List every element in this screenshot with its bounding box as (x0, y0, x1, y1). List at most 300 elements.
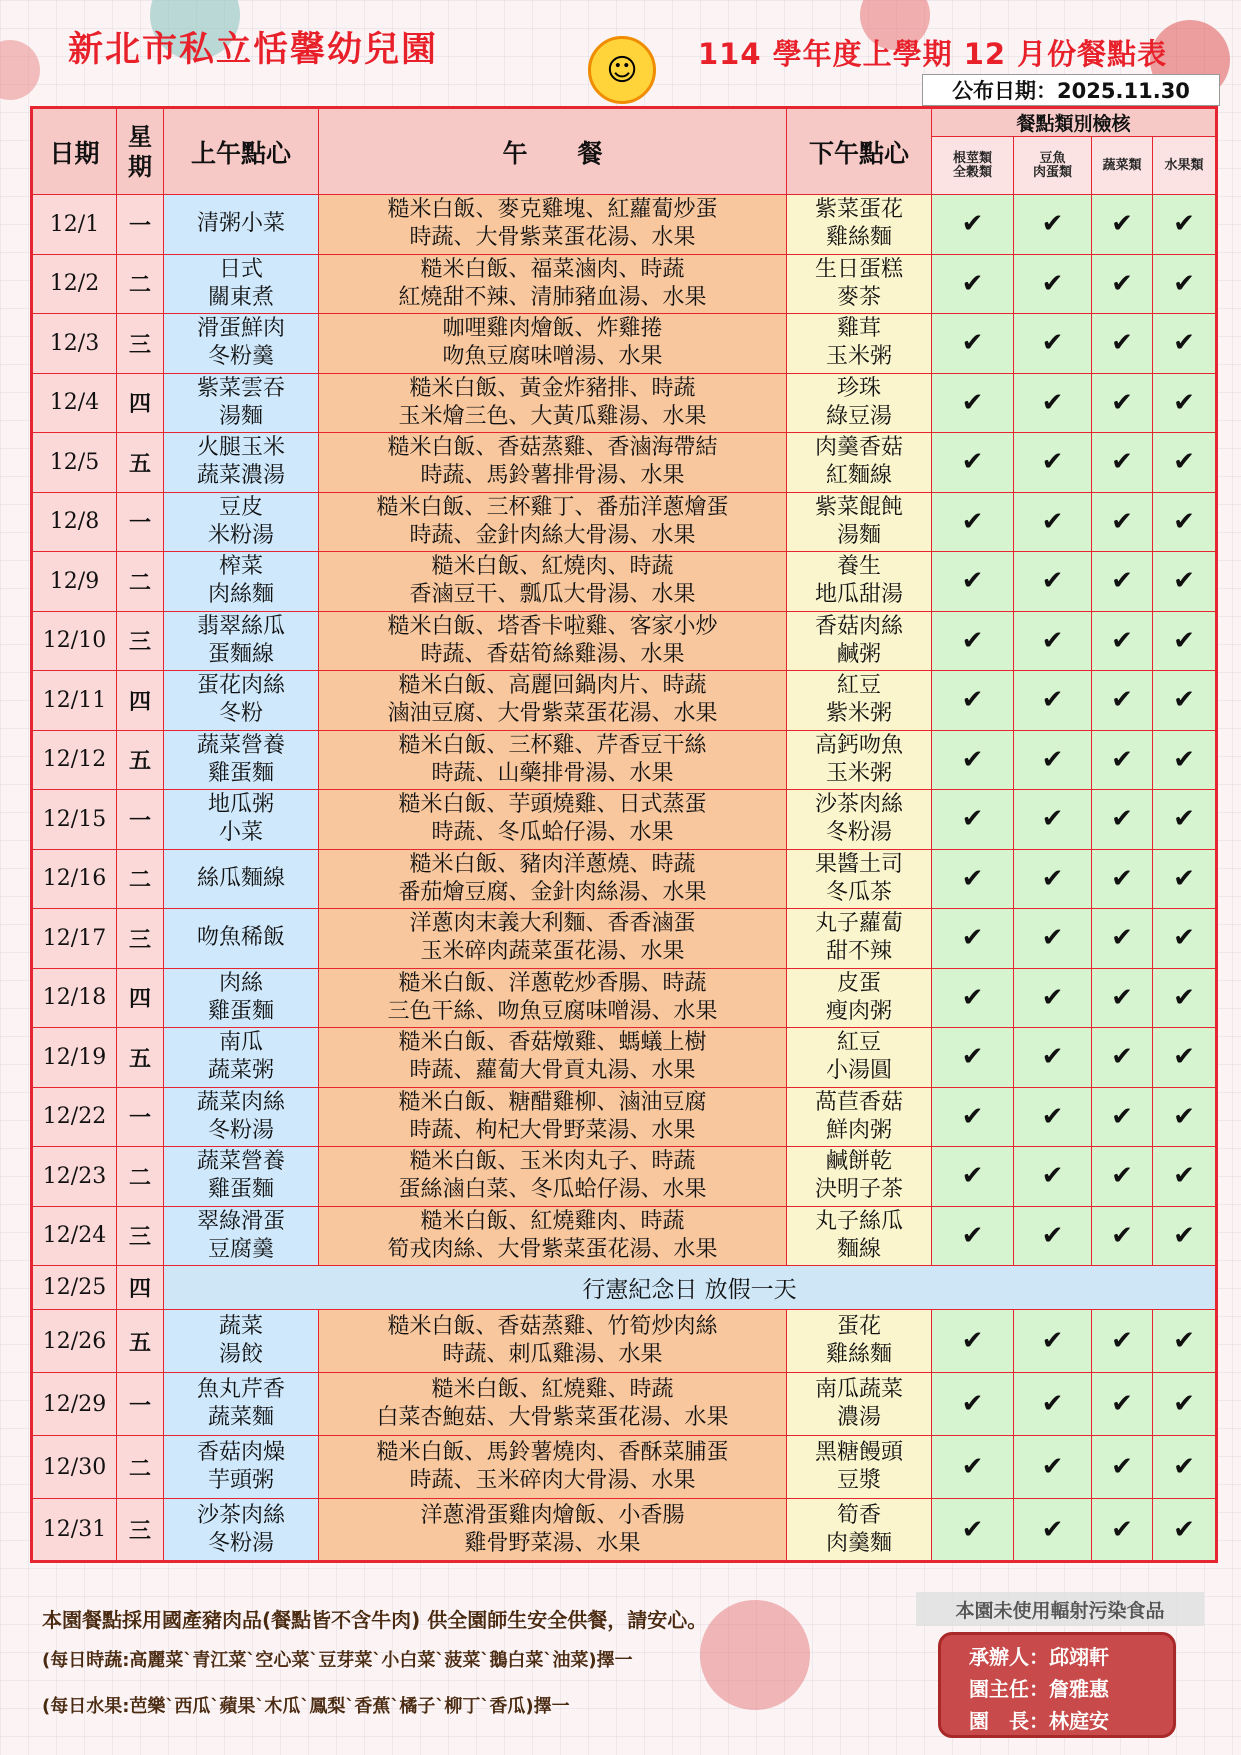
date-cell: 12/16 (32, 849, 117, 909)
weekday-cell: 三 (117, 1499, 164, 1562)
header-category-line: 肉蛋類 (1032, 164, 1072, 180)
table-row (32, 611, 1217, 671)
lunch-cell (319, 195, 787, 255)
lunch-cell (319, 1436, 787, 1499)
date-cell: 12/3 (32, 314, 117, 374)
staff-principal: 園 長：林庭安 (969, 1709, 1109, 1733)
lunch-line: 糙米白飯、塔香卡啦雞、客家小炒 (387, 613, 718, 639)
check-mark-icon: ✔ (1092, 433, 1153, 493)
lunch-line: 糙米白飯、黃金炸豬排、時蔬 (409, 375, 696, 401)
check-mark-icon: ✔ (932, 1373, 1014, 1436)
afternoon-snack-line: 決明子茶 (814, 1177, 903, 1203)
menu-title: 114 學年度上學期 12 月份餐點表 (698, 37, 1168, 71)
date-cell: 12/19 (32, 1028, 117, 1088)
lunch-cell (319, 611, 787, 671)
holiday-cell: 行憲紀念日 放假一天 (164, 1266, 1217, 1310)
morning-snack-line: 蛋麵線 (207, 641, 274, 667)
afternoon-snack-line: 丸子絲瓜 (814, 1208, 903, 1234)
check-mark-icon: ✔ (932, 492, 1014, 552)
lunch-line: 紅燒甜不辣、清肺豬血湯、水果 (398, 284, 707, 310)
afternoon-snack-line: 萵苣香菇 (814, 1089, 903, 1115)
afternoon-snack-line: 紫菜餛飩 (814, 494, 903, 520)
lunch-line: 時蔬、大骨紫菜蛋花湯、水果 (409, 225, 696, 251)
morning-snack-cell (164, 314, 319, 374)
weekday-cell: 二 (117, 552, 164, 612)
check-mark-icon: ✔ (1153, 1028, 1217, 1088)
lunch-line: 糙米白飯、紅燒肉、時蔬 (431, 554, 674, 580)
afternoon-snack-line: 蛋花 (836, 1314, 881, 1339)
weekday-cell: 三 (117, 1206, 164, 1266)
lunch-cell (319, 730, 787, 790)
morning-snack-cell (164, 1436, 319, 1499)
check-mark-icon: ✔ (1014, 1087, 1092, 1147)
header-category-line: 根莖類 (952, 150, 992, 166)
morning-snack-line: 蔬菜麵 (207, 1405, 274, 1430)
morning-snack-line: 豆腐羹 (207, 1236, 274, 1262)
check-mark-icon: ✔ (932, 373, 1014, 433)
ornament-ball-decoration (700, 1600, 810, 1710)
afternoon-snack-line: 綠豆湯 (825, 403, 892, 429)
header-category-line: 水果類 (1164, 157, 1204, 173)
header-category-2 (1092, 137, 1153, 195)
check-mark-icon: ✔ (1153, 1147, 1217, 1207)
lunch-line: 糙米白飯、麥克雞塊、紅蘿蔔炒蛋 (387, 197, 718, 223)
check-mark-icon: ✔ (1153, 1206, 1217, 1266)
check-mark-icon: ✔ (932, 1436, 1014, 1499)
afternoon-snack-line: 冬瓜茶 (825, 879, 892, 905)
morning-snack-cell (164, 1499, 319, 1562)
lunch-line: 蛋絲滷白菜、冬瓜蛤仔湯、水果 (398, 1177, 707, 1203)
weekday-cell: 二 (117, 1147, 164, 1207)
check-mark-icon: ✔ (1014, 909, 1092, 969)
header-weekday: 星期 (117, 108, 164, 195)
lunch-line: 滷油豆腐、大骨紫菜蛋花湯、水果 (387, 701, 718, 727)
lunch-cell (319, 1147, 787, 1207)
morning-snack-line: 湯餃 (218, 1342, 263, 1367)
afternoon-snack-line: 雞絲麵 (825, 1342, 892, 1367)
lunch-line: 雞骨野菜湯、水果 (464, 1530, 641, 1556)
table-row (32, 373, 1217, 433)
table-row (32, 849, 1217, 909)
morning-snack-line: 蔬菜粥 (207, 1058, 274, 1084)
afternoon-snack-line: 高鈣吻魚 (814, 732, 903, 758)
table-row (32, 730, 1217, 790)
afternoon-snack-cell (787, 849, 932, 909)
check-mark-icon: ✔ (1014, 849, 1092, 909)
check-mark-icon: ✔ (1092, 1499, 1153, 1562)
check-mark-icon: ✔ (932, 195, 1014, 255)
lunch-line: 玉米碎肉蔬菜蛋花湯、水果 (420, 939, 685, 965)
check-mark-icon: ✔ (932, 730, 1014, 790)
check-mark-icon: ✔ (1153, 492, 1217, 552)
afternoon-snack-line: 麵線 (836, 1236, 881, 1262)
weekday-cell: 三 (117, 314, 164, 374)
morning-snack-cell (164, 849, 319, 909)
afternoon-snack-line: 紅豆 (836, 673, 881, 699)
lunch-cell (319, 1028, 787, 1088)
check-mark-icon: ✔ (1153, 671, 1217, 731)
check-mark-icon: ✔ (932, 909, 1014, 969)
check-mark-icon: ✔ (1092, 909, 1153, 969)
morning-snack-line: 米粉湯 (207, 522, 274, 548)
afternoon-snack-line: 紅麵線 (825, 463, 892, 489)
check-mark-icon: ✔ (1092, 195, 1153, 255)
publish-date: 公布日期：2025.11.30 (922, 74, 1220, 106)
check-mark-icon: ✔ (1014, 1206, 1092, 1266)
check-mark-icon: ✔ (1092, 1310, 1153, 1373)
weekday-cell: 二 (117, 849, 164, 909)
table-row (32, 254, 1217, 314)
check-mark-icon: ✔ (1092, 671, 1153, 731)
lunch-line: 糙米白飯、豬肉洋蔥燒、時蔬 (409, 851, 696, 877)
date-cell: 12/15 (32, 790, 117, 850)
check-mark-icon: ✔ (1153, 968, 1217, 1028)
lunch-line: 筍戎肉絲、大骨紫菜蛋花湯、水果 (387, 1236, 718, 1262)
afternoon-snack-cell (787, 968, 932, 1028)
date-cell: 12/10 (32, 611, 117, 671)
morning-snack-line: 吻魚稀飯 (196, 925, 285, 951)
staff-signature-box (938, 1632, 1176, 1738)
table-row (32, 968, 1217, 1028)
afternoon-snack-line: 冬粉湯 (825, 820, 892, 846)
table-row (32, 1310, 1217, 1373)
lunch-line: 玉米燴三色、大黃瓜雞湯、水果 (398, 403, 707, 429)
check-mark-icon: ✔ (1092, 1436, 1153, 1499)
check-mark-icon: ✔ (1153, 611, 1217, 671)
lunch-line: 時蔬、山藥排骨湯、水果 (431, 760, 674, 786)
morning-snack-cell (164, 254, 319, 314)
table-row (32, 671, 1217, 731)
afternoon-snack-line: 鹹餅乾 (825, 1149, 892, 1175)
afternoon-snack-line: 丸子蘿蔔 (814, 911, 903, 937)
date-cell: 12/24 (32, 1206, 117, 1266)
lunch-cell (319, 433, 787, 493)
check-mark-icon: ✔ (1153, 849, 1217, 909)
check-mark-icon: ✔ (1092, 552, 1153, 612)
check-mark-icon: ✔ (1014, 611, 1092, 671)
lunch-cell (319, 1499, 787, 1562)
lunch-line: 糙米白飯、芋頭燒雞、日式蒸蛋 (398, 792, 707, 818)
afternoon-snack-line: 肉羹麵 (825, 1530, 892, 1556)
ornament-ball-decoration (0, 40, 40, 100)
lunch-line: 糙米白飯、三杯雞、芹香豆干絲 (398, 732, 707, 758)
afternoon-snack-line: 甜不辣 (825, 939, 892, 965)
header-category-line: 豆魚 (1039, 150, 1066, 166)
check-mark-icon: ✔ (1092, 1028, 1153, 1088)
afternoon-snack-line: 麥茶 (836, 284, 881, 310)
afternoon-snack-cell (787, 314, 932, 374)
morning-snack-cell (164, 611, 319, 671)
check-mark-icon: ✔ (932, 1206, 1014, 1266)
lunch-cell (319, 1373, 787, 1436)
check-mark-icon: ✔ (1014, 373, 1092, 433)
morning-snack-line: 雞蛋麵 (207, 1177, 274, 1203)
check-mark-icon: ✔ (1092, 790, 1153, 850)
lunch-line: 糙米白飯、三杯雞丁、番茄洋蔥燴蛋 (376, 494, 729, 520)
weekday-cell: 二 (117, 1436, 164, 1499)
check-mark-icon: ✔ (1014, 254, 1092, 314)
morning-snack-line: 湯麵 (218, 403, 263, 429)
check-mark-icon: ✔ (1092, 1206, 1153, 1266)
check-mark-icon: ✔ (932, 314, 1014, 374)
date-cell: 12/12 (32, 730, 117, 790)
table-row (32, 1147, 1217, 1207)
afternoon-snack-line: 紫菜蛋花 (814, 197, 903, 223)
check-mark-icon: ✔ (1014, 1310, 1092, 1373)
afternoon-snack-line: 玉米粥 (825, 344, 892, 370)
lunch-line: 洋蔥滑蛋雞肉燴飯、小香腸 (420, 1502, 685, 1528)
morning-snack-cell (164, 492, 319, 552)
check-mark-icon: ✔ (1153, 1310, 1217, 1373)
morning-snack-line: 蔬菜營養 (196, 1149, 285, 1175)
lunch-cell (319, 552, 787, 612)
lunch-cell (319, 254, 787, 314)
morning-snack-line: 蔬菜濃湯 (196, 463, 285, 489)
check-mark-icon: ✔ (1153, 1087, 1217, 1147)
weekday-cell: 三 (117, 611, 164, 671)
morning-snack-cell (164, 1147, 319, 1207)
morning-snack-line: 冬粉湯 (207, 1530, 274, 1556)
weekday-cell: 四 (117, 1266, 164, 1310)
afternoon-snack-line: 濃湯 (836, 1405, 881, 1430)
table-row (32, 195, 1217, 255)
table-row (32, 1266, 1217, 1310)
morning-snack-cell (164, 968, 319, 1028)
check-mark-icon: ✔ (1153, 909, 1217, 969)
morning-snack-cell (164, 671, 319, 731)
morning-snack-cell (164, 909, 319, 969)
check-mark-icon: ✔ (932, 671, 1014, 731)
check-mark-icon: ✔ (932, 1310, 1014, 1373)
header-category-0 (932, 137, 1014, 195)
morning-snack-cell (164, 433, 319, 493)
check-mark-icon: ✔ (1092, 611, 1153, 671)
note-pork: 本園餐點採用國產豬肉品(餐點皆不含牛肉) 供全園師生安全供餐，請安心。 (42, 1608, 708, 1632)
morning-snack-line: 地瓜粥 (207, 792, 274, 818)
morning-snack-line: 冬粉 (218, 701, 263, 727)
morning-snack-line: 蛋花肉絲 (196, 673, 285, 699)
check-mark-icon: ✔ (1014, 730, 1092, 790)
afternoon-snack-line: 皮蛋 (836, 970, 881, 996)
afternoon-snack-line: 玉米粥 (825, 760, 892, 786)
morning-snack-cell (164, 1206, 319, 1266)
afternoon-snack-line: 黑糖饅頭 (814, 1440, 903, 1465)
check-mark-icon: ✔ (1092, 1373, 1153, 1436)
lunch-line: 時蔬、金針肉絲大骨湯、水果 (409, 522, 696, 548)
afternoon-snack-line: 小湯圓 (825, 1058, 892, 1084)
lunch-line: 時蔬、冬瓜蛤仔湯、水果 (431, 820, 674, 846)
header-category-1 (1014, 137, 1092, 195)
lunch-line: 時蔬、馬鈴薯排骨湯、水果 (420, 463, 685, 489)
afternoon-snack-line: 南瓜蔬菜 (814, 1377, 903, 1402)
lunch-line: 三色干絲、吻魚豆腐味噌湯、水果 (387, 998, 718, 1024)
check-mark-icon: ✔ (932, 790, 1014, 850)
date-cell: 12/11 (32, 671, 117, 731)
afternoon-snack-line: 雞絲麵 (825, 225, 892, 251)
weekday-cell: 五 (117, 433, 164, 493)
check-mark-icon: ✔ (1153, 195, 1217, 255)
afternoon-snack-line: 香菇肉絲 (814, 613, 903, 639)
afternoon-snack-line: 地瓜甜湯 (814, 582, 903, 608)
date-cell: 12/18 (32, 968, 117, 1028)
morning-snack-line: 魚丸芹香 (196, 1377, 285, 1402)
weekday-cell: 五 (117, 1028, 164, 1088)
table-row (32, 433, 1217, 493)
afternoon-snack-cell (787, 1436, 932, 1499)
check-mark-icon: ✔ (1153, 790, 1217, 850)
table-row (32, 1087, 1217, 1147)
table-row (32, 492, 1217, 552)
afternoon-snack-cell (787, 1087, 932, 1147)
morning-snack-line: 滑蛋鮮肉 (196, 316, 285, 342)
morning-snack-line: 日式 (218, 256, 263, 282)
staff-organizer: 承辦人：邱翊軒 (969, 1645, 1109, 1669)
afternoon-snack-cell (787, 1206, 932, 1266)
staff-director: 園主任：詹雅惠 (969, 1677, 1109, 1701)
lunch-cell (319, 1310, 787, 1373)
check-mark-icon: ✔ (1014, 1499, 1092, 1562)
afternoon-snack-line: 珍珠 (836, 375, 881, 401)
header-date: 日期 (32, 108, 117, 195)
check-mark-icon: ✔ (1153, 552, 1217, 612)
check-mark-icon: ✔ (1153, 730, 1217, 790)
afternoon-snack-cell (787, 433, 932, 493)
date-cell: 12/25 (32, 1266, 117, 1310)
date-cell: 12/29 (32, 1373, 117, 1436)
lunch-line: 糙米白飯、紅燒雞肉、時蔬 (420, 1208, 685, 1234)
afternoon-snack-line: 瘦肉粥 (825, 998, 892, 1024)
lunch-cell (319, 373, 787, 433)
morning-snack-line: 沙茶肉絲 (196, 1502, 285, 1528)
check-mark-icon: ✔ (1014, 195, 1092, 255)
check-mark-icon: ✔ (1092, 1147, 1153, 1207)
morning-snack-line: 紫菜雲吞 (196, 375, 285, 401)
morning-snack-line: 肉絲 (218, 970, 263, 996)
date-cell: 12/8 (32, 492, 117, 552)
date-cell: 12/5 (32, 433, 117, 493)
morning-snack-cell (164, 790, 319, 850)
lunch-line: 白菜杏鮑菇、大骨紫菜蛋花湯、水果 (376, 1405, 729, 1430)
lunch-line: 糙米白飯、玉米肉丸子、時蔬 (409, 1149, 696, 1175)
lunch-line: 糙米白飯、香菇蒸雞、香滷海帶結 (387, 435, 718, 461)
afternoon-snack-line: 肉羹香菇 (814, 435, 903, 461)
afternoon-snack-line: 養生 (836, 554, 881, 580)
check-mark-icon: ✔ (1092, 314, 1153, 374)
lunch-line: 時蔬、香菇筍絲雞湯、水果 (420, 641, 685, 667)
weekday-cell: 四 (117, 671, 164, 731)
afternoon-snack-line: 沙茶肉絲 (814, 792, 903, 818)
date-cell: 12/4 (32, 373, 117, 433)
lunch-line: 時蔬、蘿蔔大骨貢丸湯、水果 (409, 1058, 696, 1084)
afternoon-snack-cell (787, 254, 932, 314)
table-row (32, 552, 1217, 612)
header-category-line: 蔬菜類 (1102, 157, 1142, 173)
check-mark-icon: ✔ (1092, 730, 1153, 790)
weekday-cell: 三 (117, 909, 164, 969)
afternoon-snack-line: 鮮肉粥 (825, 1117, 892, 1143)
check-mark-icon: ✔ (932, 254, 1014, 314)
check-mark-icon: ✔ (932, 1087, 1014, 1147)
check-mark-icon: ✔ (932, 1028, 1014, 1088)
check-mark-icon: ✔ (1153, 1373, 1217, 1436)
morning-snack-cell (164, 1373, 319, 1436)
school-logo-icon: ☺ (588, 36, 656, 104)
lunch-line: 糙米白飯、馬鈴薯燒肉、香酥菜脯蛋 (376, 1440, 729, 1465)
check-mark-icon: ✔ (1092, 254, 1153, 314)
morning-snack-line: 火腿玉米 (196, 435, 285, 461)
weekday-cell: 一 (117, 492, 164, 552)
check-mark-icon: ✔ (1092, 968, 1153, 1028)
check-mark-icon: ✔ (1014, 552, 1092, 612)
check-mark-icon: ✔ (1153, 373, 1217, 433)
check-mark-icon: ✔ (932, 1147, 1014, 1207)
morning-snack-line: 南瓜 (218, 1030, 263, 1056)
meal-menu-table (30, 106, 1218, 1563)
afternoon-snack-line: 湯麵 (836, 522, 881, 548)
check-mark-icon: ✔ (1014, 1373, 1092, 1436)
check-mark-icon: ✔ (932, 849, 1014, 909)
date-cell: 12/31 (32, 1499, 117, 1562)
table-row (32, 1436, 1217, 1499)
afternoon-snack-cell (787, 195, 932, 255)
lunch-cell (319, 671, 787, 731)
check-mark-icon: ✔ (932, 611, 1014, 671)
date-cell: 12/9 (32, 552, 117, 612)
lunch-line: 吻魚豆腐味噌湯、水果 (442, 344, 663, 370)
lunch-cell (319, 314, 787, 374)
check-mark-icon: ✔ (1014, 314, 1092, 374)
check-mark-icon: ✔ (1014, 790, 1092, 850)
lunch-line: 番茄燴豆腐、金針肉絲湯、水果 (398, 879, 707, 905)
header-afternoon-snack: 下午點心 (787, 108, 932, 195)
afternoon-snack-cell (787, 611, 932, 671)
table-row (32, 314, 1217, 374)
check-mark-icon: ✔ (932, 968, 1014, 1028)
afternoon-snack-cell (787, 1310, 932, 1373)
check-mark-icon: ✔ (1014, 433, 1092, 493)
no-radiation-notice: 本園未使用輻射污染食品 (916, 1592, 1204, 1626)
check-mark-icon: ✔ (1153, 254, 1217, 314)
afternoon-snack-cell (787, 790, 932, 850)
lunch-line: 糙米白飯、香菇蒸雞、竹筍炒肉絲 (387, 1314, 718, 1339)
afternoon-snack-cell (787, 1147, 932, 1207)
check-mark-icon: ✔ (1153, 1436, 1217, 1499)
morning-snack-line: 雞蛋麵 (207, 760, 274, 786)
header-morning-snack: 上午點心 (164, 108, 319, 195)
morning-snack-cell (164, 1310, 319, 1373)
date-cell: 12/26 (32, 1310, 117, 1373)
date-cell: 12/30 (32, 1436, 117, 1499)
check-mark-icon: ✔ (1014, 1028, 1092, 1088)
header-check-group: 餐點類別檢核 (932, 108, 1217, 137)
afternoon-snack-cell (787, 373, 932, 433)
lunch-line: 糙米白飯、糖醋雞柳、滷油豆腐 (398, 1089, 707, 1115)
afternoon-snack-line: 筍香 (836, 1502, 881, 1528)
check-mark-icon: ✔ (932, 1499, 1014, 1562)
morning-snack-line: 絲瓜麵線 (196, 865, 285, 891)
afternoon-snack-line: 鹹粥 (836, 641, 881, 667)
morning-snack-line: 雞蛋麵 (207, 998, 274, 1024)
weekday-cell: 四 (117, 373, 164, 433)
morning-snack-line: 蔬菜肉絲 (196, 1089, 285, 1115)
morning-snack-cell (164, 730, 319, 790)
table-row (32, 1373, 1217, 1436)
weekday-cell: 一 (117, 790, 164, 850)
lunch-cell (319, 849, 787, 909)
table-row (32, 909, 1217, 969)
check-mark-icon: ✔ (1092, 373, 1153, 433)
afternoon-snack-line: 果醬土司 (814, 851, 903, 877)
